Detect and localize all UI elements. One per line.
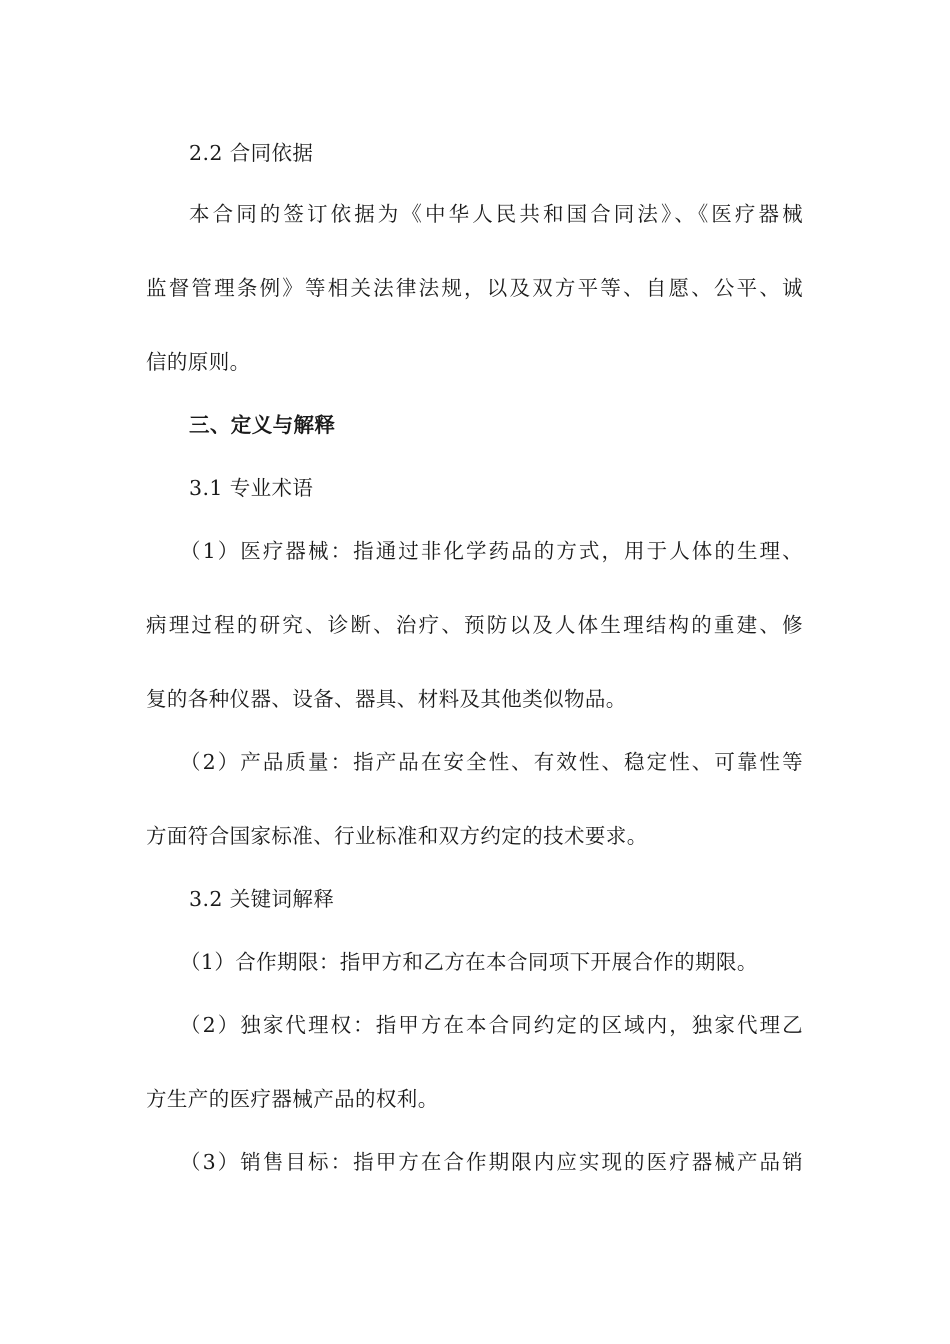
section-3-1-item-1-line-2: 病理过程的研究、诊断、治疗、预防以及人体生理结构的重建、修 [146, 613, 803, 637]
section-3-1-item-1-line-1: （1）医疗器械：指通过非化学药品的方式，用于人体的生理、 [180, 539, 803, 563]
section-2-2-paragraph-line-1: 本合同的签订依据为《中华人民共和国合同法》、《医疗器械 [189, 202, 803, 226]
section-3-heading: 三、定义与解释 [189, 413, 336, 437]
section-3-1-item-2-line-2: 方面符合国家标准、行业标准和双方约定的技术要求。 [146, 824, 648, 848]
section-3-1-title: 3.1 专业术语 [189, 476, 314, 500]
section-2-2-paragraph-line-3: 信的原则。 [146, 350, 251, 374]
section-3-2-title: 3.2 关键词解释 [189, 887, 335, 911]
section-3-2-item-2-line-1: （2）独家代理权：指甲方在本合同约定的区域内，独家代理乙 [180, 1013, 803, 1037]
section-3-2-item-2-line-2: 方生产的医疗器械产品的权利。 [146, 1087, 439, 1111]
section-3-1-item-1-line-3: 复的各种仪器、设备、器具、材料及其他类似物品。 [146, 687, 627, 711]
section-2-2-paragraph-line-2: 监督管理条例》等相关法律法规，以及双方平等、自愿、公平、诚 [146, 276, 803, 300]
section-2-2-title: 2.2 合同依据 [189, 141, 314, 165]
section-3-2-item-3-line-1: （3）销售目标：指甲方在合作期限内应实现的医疗器械产品销 [180, 1150, 803, 1174]
section-3-1-item-2-line-1: （2）产品质量：指产品在安全性、有效性、稳定性、可靠性等 [180, 750, 803, 774]
section-3-2-item-1-line-1: （1）合作期限：指甲方和乙方在本合同项下开展合作的期限。 [180, 950, 758, 974]
